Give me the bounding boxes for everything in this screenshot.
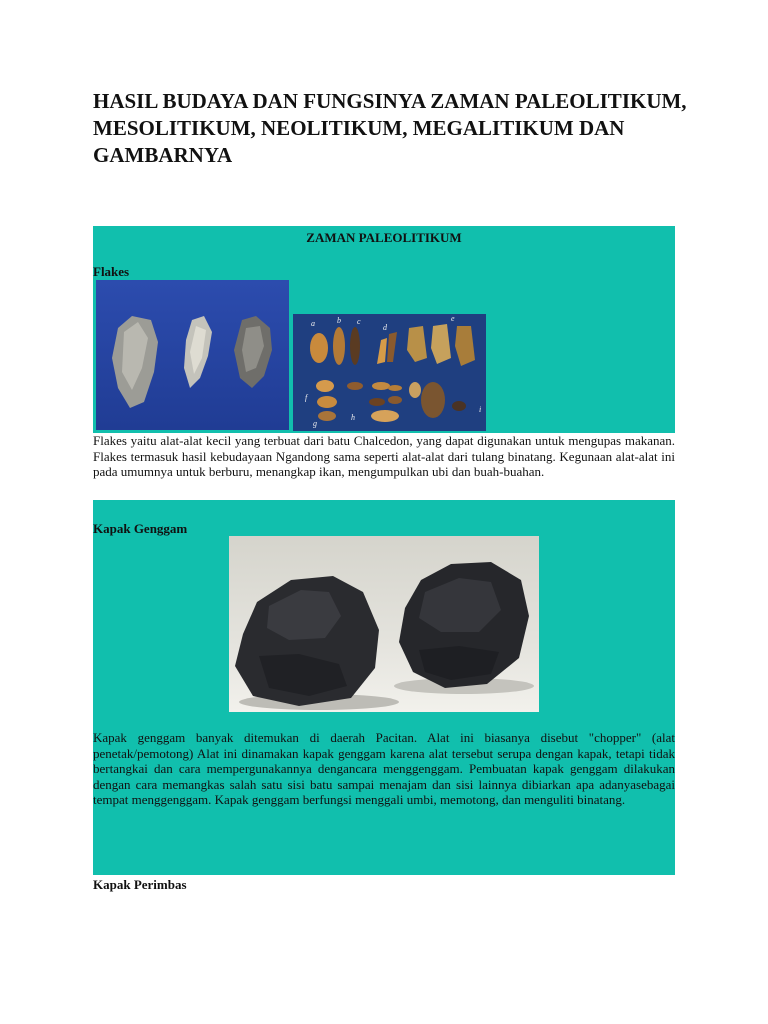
artifact-label-e: e bbox=[451, 314, 455, 323]
artifact-label-b: b bbox=[337, 316, 341, 325]
artifact-label-g: g bbox=[313, 419, 317, 428]
flakes-photo-stones bbox=[96, 280, 289, 430]
artifact-label-f: f bbox=[305, 393, 308, 402]
flakes-photo-artifacts bbox=[293, 314, 486, 431]
flakes-description: Flakes yaitu alat-alat kecil yang terbuat dari batu Chalcedon, yang dapat digunakan untuk mengupas makanan. Flakes termasuk hasil kebudayaan Ngandong sama seperti alat-alat dari tulang binatang. Kegunaan alat-alat ini pada umumnya untuk berburu, menangkap ikan, mengumpulkan ubi dan buah-buahan. bbox=[93, 433, 675, 480]
artifact-label-c: c bbox=[357, 317, 361, 326]
document-title: HASIL BUDAYA DAN FUNGSINYA ZAMAN PALEOLITIKUM, MESOLITIKUM, NEOLITIKUM, MEGALITIKUM DAN GAMBARNYA bbox=[93, 89, 687, 167]
flakes-heading: Flakes bbox=[93, 264, 130, 279]
artifact-label-h: h bbox=[351, 413, 355, 422]
artifact-label-i: i bbox=[479, 405, 482, 414]
kapak-genggam-heading: Kapak Genggam bbox=[93, 521, 188, 536]
kapak-perimbas-heading: Kapak Perimbas bbox=[93, 877, 187, 892]
kapak-genggam-photo bbox=[229, 536, 539, 712]
artifact-label-a: a bbox=[311, 319, 315, 328]
artifact-label-d: d bbox=[383, 323, 387, 332]
kapak-genggam-description: Kapak genggam banyak ditemukan di daerah Pacitan. Alat ini biasanya disebut "chopper" (alat penetak/pemotong) Alat ini dinamakan kapak genggam karena alat tersebut serupa dengan kapak, tetapi tidak bertangkai dan cara mempergunakannya dengancara menggenggam. Pembuatan kapak genggam dilakukan dengan cara memangkas salah satu sisi batu sampai menajam dan sisi lainnya dibiarkan apa adanyasebagai tempat menggenggam. Kapak genggam berfungsi menggali umbi, memotong, dan menguliti binatang. bbox=[93, 730, 675, 808]
section-heading: ZAMAN PALEOLITIKUM bbox=[306, 230, 462, 245]
